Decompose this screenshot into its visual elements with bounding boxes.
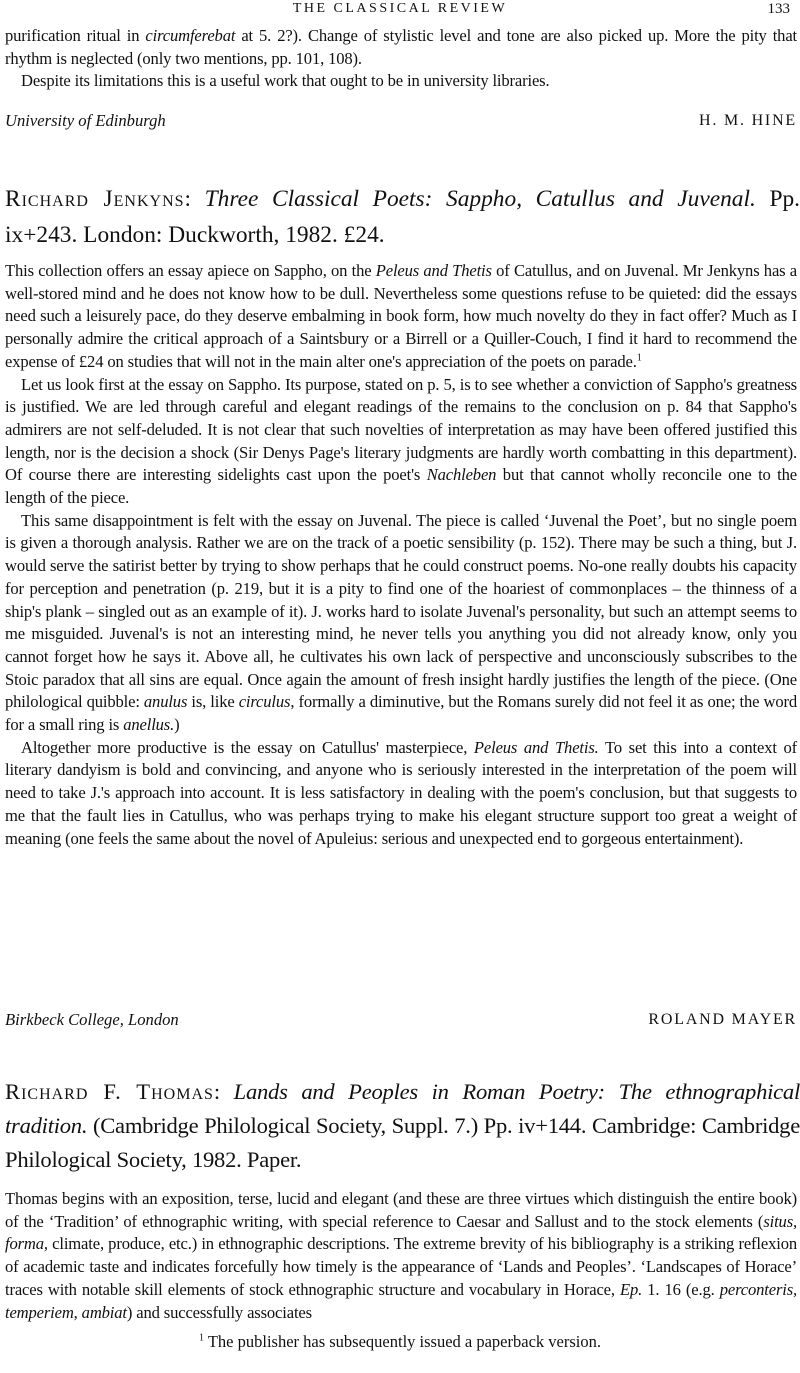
page-number: 133 bbox=[767, 1, 790, 17]
footnote-text: The publisher has subsequently issued a paperback version. bbox=[204, 1332, 601, 1351]
reviewer-signature bbox=[5, 1008, 797, 1032]
footnote-number: 1 bbox=[199, 1332, 204, 1344]
book-publication: (Cambridge Philological Society, Suppl. 7.) Pp. iv+144. Cambridge: Cambridge Philological Society, 1982. Paper. bbox=[5, 1113, 800, 1172]
review-body bbox=[5, 260, 797, 850]
reviewer-affiliation: University of Edinburgh bbox=[5, 111, 166, 130]
review-heading: Richard F. Thomas: Lands and Peoples in Roman Poetry: The ethnographical tradition. (Cambridge Philological Society, Suppl. 7.) Pp. iv+144. Cambridge: Cambridge Philological Society, 1982. Paper. bbox=[5, 1079, 800, 1172]
paragraph: This collection offers an essay apiece on Sappho, on the Peleus and Thetis of Catullus, and on Juvenal. Mr Jenkyns has a well-stored mind and he does not know how to be dull. Nevertheless some questions refuse to be quieted: did the essays need such a leisurely pace, do they deserve embalming in book form, how much novelty do they in fact offer? Much as I personally admire the critical approach of a Saintsbury or a Birrell or a Quiller-Couch, I find it hard to recommend the expense of £24 on studies that will not in the main alter one's appreciation of the poets on parade.$^1$ bbox=[5, 261, 798, 371]
paragraph: Thomas begins with an exposition, terse, lucid and elegant (and these are three virtues which distinguish the entire book) of the ‘Tradition’ of ethnographic writing, with special reference to Caesar and Sallust and to the stock elements (situs, forma, climate, produce, etc.) in ethnographic descriptions. The extreme brevity of his bibliography is a striking reflexion of academic taste and indicates forcefully how timely is the appearance of ‘Lands and Peoples’. ‘Landscapes of Horace’ traces with notable skill elements of stock ethnographic structure and vocabulary in Horace, Ep. 1. 16 (e.g. perconteris, temperiem, ambiat) and successfully associates bbox=[5, 1189, 798, 1322]
book-author: Richard F. Thomas bbox=[5, 1079, 214, 1104]
paragraph: This same disappointment is felt with the essay on Juvenal. The piece is called ‘Juvenal the Poet’, but no single poem is given a thorough analysis. Rather we are on the track of a poetic sensibility (p. 152). There may be such a thing, but J. would serve the satirist better by trying to show perhaps that he could construct poems. No-one really doubts his capacity for perception and penetration (p. 219, but it is a pity to find one of the hoariest of commonplaces – the thinness of a ship's plank – singled out as an example of it). J. works hard to isolate Juvenal's personality, but such an attempt seems to me misguided. Juvenal's is not an interesting mind, he never tells you anything you did not already know, only you cannot forget how he says it. Above all, he cultivates his own lack of perspective and unconsciously subscribes to the Stoic paradox that all sins are equal. Once again the amount of fresh insight hardly justifies the length of the piece. (One philological quibble: anulus is, like circulus, formally a diminutive, but the Romans surely did not feel it as one; the word for a small ring is anellus.) bbox=[5, 510, 797, 735]
book-publication: Pp. ix+243. London: Duckworth, 1982. £24. bbox=[5, 186, 800, 248]
paragraph: Altogether more productive is the essay on Catullus' masterpiece, Peleus and Thetis. To set this into a context of literary dandyism is bold and convincing, and anyone who is seriously interested in the interpretation of the poem will need to take J.'s approach into account. It is less satisfactory in dealing with the poem's conclusion, but that suggests to me that the fault lies in Catullus, who was perhaps trying to make his elegant structure support too great a weight of meaning (one feels the same about the novel of Apuleius: serious and unexpected end to gorgeous entertainment). bbox=[5, 737, 797, 848]
reviewer-affiliation: Birkbeck College, London bbox=[5, 1010, 179, 1029]
paragraph: Let us look first at the essay on Sappho. Its purpose, stated on p. 5, is to see whether a conviction of Sappho's greatness is justified. We are led through careful and elegant readings of the remains to the conclusion on p. 84 that Sappho's admirers are not self-deluded. It is not clear that such novelties of interpretation as may have been offered justified this length, nor is the decision a shock (Sir Denys Page's literary judgments are hardly worth combatting in this department). Of course there are interesting sidelights cast upon the poet's Nachleben but that cannot wholly reconcile one to the length of the piece. bbox=[5, 374, 797, 508]
review-heading: Richard Jenkyns: Three Classical Poets: Sappho, Catullus and Juvenal. Pp. ix+243. London: Duckworth, 1982. £24. bbox=[5, 186, 800, 248]
book-title: Lands and Peoples in Roman Poetry: The ethnographical tradition. bbox=[5, 1079, 800, 1138]
reviewer-signature bbox=[5, 109, 797, 133]
running-title: THE CLASSICAL REVIEW bbox=[292, 1, 508, 16]
review-body bbox=[5, 1188, 797, 1324]
book-author: Richard Jenkyns bbox=[5, 186, 185, 212]
footnote-ref: 1 bbox=[636, 352, 642, 364]
reviewer-name: ROLAND MAYER bbox=[648, 1011, 797, 1028]
footnote bbox=[0, 1331, 800, 1353]
paragraph: Despite its limitations this is a useful work that ought to be in university libraries. bbox=[21, 71, 550, 91]
book-title: Three Classical Poets: Sappho, Catullus and Juvenal. bbox=[204, 186, 756, 212]
paragraph: purification ritual in circumferebat at 5. 2?). Change of stylistic level and tone are also picked up. More the pity that rhythm is neglected (only two mentions, pp. 101, 108). bbox=[5, 26, 797, 68]
previous-review-text bbox=[5, 25, 797, 93]
running-header bbox=[0, 0, 800, 20]
reviewer-name: H. M. HINE bbox=[699, 112, 797, 129]
